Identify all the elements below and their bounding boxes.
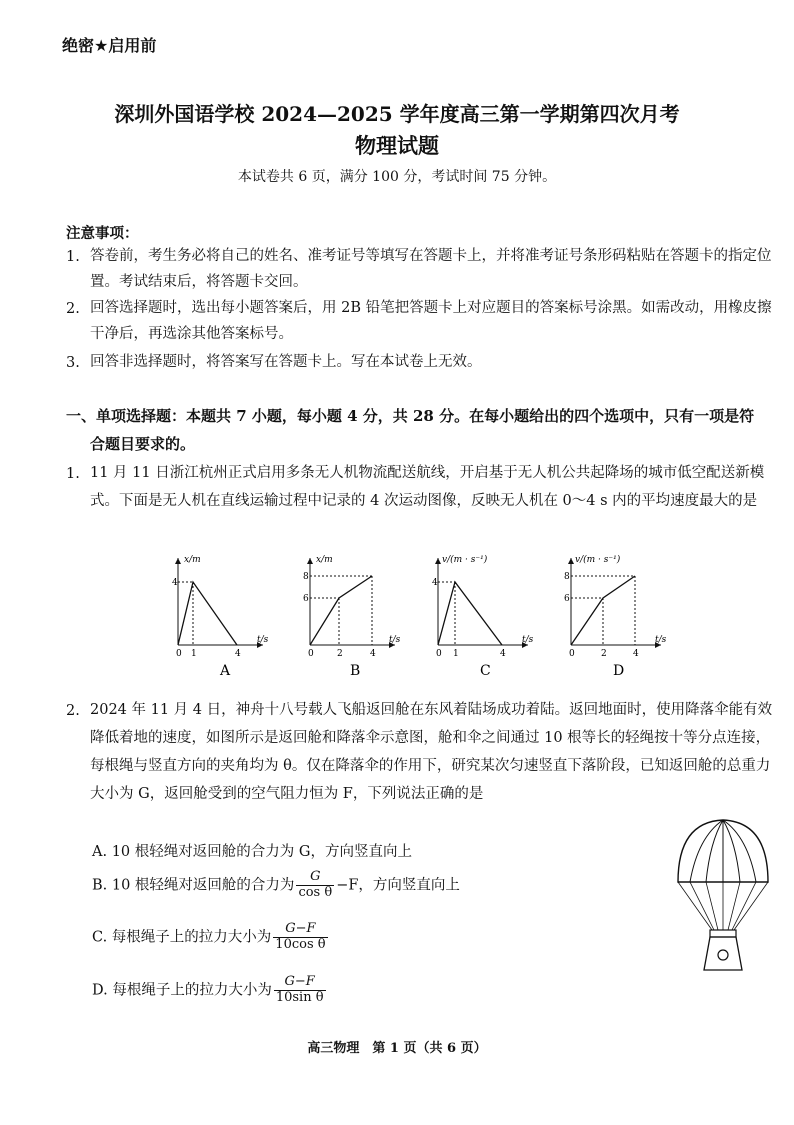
graph-c — [428, 550, 543, 680]
y-tick: 6 — [564, 594, 570, 604]
notes-heading: 注意事项： — [66, 225, 139, 242]
x-axis-label: t/s — [522, 635, 534, 645]
question-text-1: 11 月 11 日浙江杭州正式启用多条无人机物流配送航线，开启基于无人机公共起降场的城市低空配送新模式。下面是无人机在直线运输过程中记录的 4 次运动图像，反映无人机在 0～4 s 内的平均速度最大的是 — [90, 465, 765, 509]
option-d-text: D. 每根绳子上的拉力大小为 — [92, 982, 272, 999]
exam-title: 深圳外国语学校 2024—2025 学年度高三第一学期第四次月考 — [114, 102, 680, 126]
rope — [690, 882, 714, 930]
note-text-3: 回答非选择题时，将答案写在答题卡上。写在本试卷上无效。 — [90, 354, 482, 370]
graph-label: B — [350, 663, 361, 679]
x-tick: 0 — [436, 649, 442, 659]
rope — [734, 882, 768, 930]
capsule-window — [718, 950, 728, 960]
y-axis-label: x/m — [184, 555, 201, 565]
y-axis-label: v/(m · s⁻¹) — [442, 555, 488, 565]
note-number-3: 3. — [66, 355, 80, 371]
graph-label: C — [480, 663, 491, 679]
rope — [728, 882, 740, 930]
question-text-2: 2024 年 11 月 4 日，神舟十八号载人飞船返回舱在东风着陆场成功着陆。返回地面时，使用降落伞能有效降低着地的速度，如图所示是返回舱和降落伞示意图，舱和伞之间通过 10 根等长的轻绳按十等分点连接，每根绳与竖直方向的夹角均为 θ。仅在降落伞的作用下，研究某次匀速竖直下落阶段，已知返回舱的总重力大小为 G，返回舱受到的空气阻力恒为 F，下列说法正确的是 — [90, 702, 773, 802]
note-number-2: 2. — [66, 301, 80, 317]
note-number-1: 1. — [66, 249, 80, 265]
option-b-tail: −F，方向竖直向上 — [336, 877, 460, 894]
question-number-1: 1. — [66, 466, 80, 482]
y-tick: 4 — [432, 578, 438, 588]
graph-b — [300, 550, 410, 680]
note-text-2: 回答选择题时，选出每小题答案后，用 2B 铅笔把答题卡上对应题目的答案标号涂黑。如需改动，用橡皮擦干净后，再选涂其他答案标号。 — [90, 300, 772, 342]
option-c — [92, 922, 330, 953]
x-tick: 0 — [569, 649, 575, 659]
rope — [678, 882, 712, 930]
fraction-denominator: cos θ — [298, 884, 333, 900]
fraction-numerator: G−F — [273, 922, 327, 938]
graph-a — [168, 550, 278, 680]
y-tick: 8 — [303, 572, 309, 582]
option-a: A. 10 根轻绳对返回舱的合力为 G，方向竖直向上 — [92, 844, 412, 860]
y-axis-label: x/m — [316, 555, 333, 565]
graph-line — [438, 582, 502, 645]
x-tick: 4 — [500, 649, 506, 659]
x-axis-label: t/s — [389, 635, 401, 645]
graph-line — [178, 582, 237, 645]
x-tick: 2 — [601, 649, 607, 659]
y-tick: 4 — [172, 578, 178, 588]
fraction — [296, 870, 334, 901]
option-b — [92, 870, 460, 901]
fraction-denominator: 10sin θ — [275, 989, 324, 1005]
graph-line — [310, 576, 372, 645]
y-axis-arrow — [568, 558, 574, 564]
fraction — [274, 975, 326, 1006]
subject-title: 物理试题 — [355, 133, 439, 158]
x-axis-label: t/s — [257, 635, 269, 645]
capsule-top — [710, 930, 736, 937]
x-tick: 0 — [176, 649, 182, 659]
exam-info: 本试卷共 6 页，满分 100 分，考试时间 75 分钟。 — [237, 169, 557, 185]
confidential-label: 绝密★启用前 — [62, 36, 157, 55]
x-tick: 4 — [633, 649, 639, 659]
parachute-diagram — [668, 812, 778, 982]
question-number-2: 2. — [66, 703, 80, 719]
x-tick: 4 — [235, 649, 241, 659]
note-text-1: 答卷前，考生务必将自己的姓名、准考证号等填写在答题卡上，并将准考证号条形码粘贴在答题卡的指定位置。考试结束后，将答题卡交回。 — [90, 248, 772, 290]
rope — [732, 882, 756, 930]
y-axis-arrow — [307, 558, 313, 564]
rope — [706, 882, 718, 930]
y-axis-arrow — [435, 558, 441, 564]
graph-label: A — [220, 663, 231, 679]
option-b-text: B. 10 根轻绳对返回舱的合力为 — [92, 877, 295, 894]
option-d — [92, 975, 328, 1006]
fraction-denominator: 10cos θ — [275, 936, 326, 952]
canopy-seam — [706, 820, 723, 882]
x-tick: 4 — [370, 649, 376, 659]
section-title-line2: 合题目要求的。 — [90, 435, 196, 453]
y-tick: 6 — [303, 594, 309, 604]
graph-label: D — [613, 663, 625, 679]
x-tick: 0 — [308, 649, 314, 659]
x-tick: 1 — [191, 649, 197, 659]
y-axis-label: v/(m · s⁻¹) — [575, 555, 621, 565]
option-c-text: C. 每根绳子上的拉力大小为 — [92, 929, 272, 946]
fraction — [273, 922, 327, 953]
fraction-numerator: G−F — [274, 975, 326, 991]
x-tick: 1 — [453, 649, 459, 659]
x-tick: 2 — [337, 649, 343, 659]
section-title-line1: 一、单项选择题：本题共 7 小题，每小题 4 分，共 28 分。在每小题给出的四个选项中，只有一项是符 — [66, 407, 755, 425]
y-axis-arrow — [175, 558, 181, 564]
page-footer: 高三物理 第 1 页（共 6 页） — [307, 1041, 487, 1056]
fraction-numerator: G — [296, 870, 334, 886]
y-tick: 8 — [564, 572, 570, 582]
graph-d — [561, 550, 676, 680]
canopy-seam — [723, 820, 740, 882]
return-capsule — [704, 937, 742, 970]
x-axis-label: t/s — [655, 635, 667, 645]
